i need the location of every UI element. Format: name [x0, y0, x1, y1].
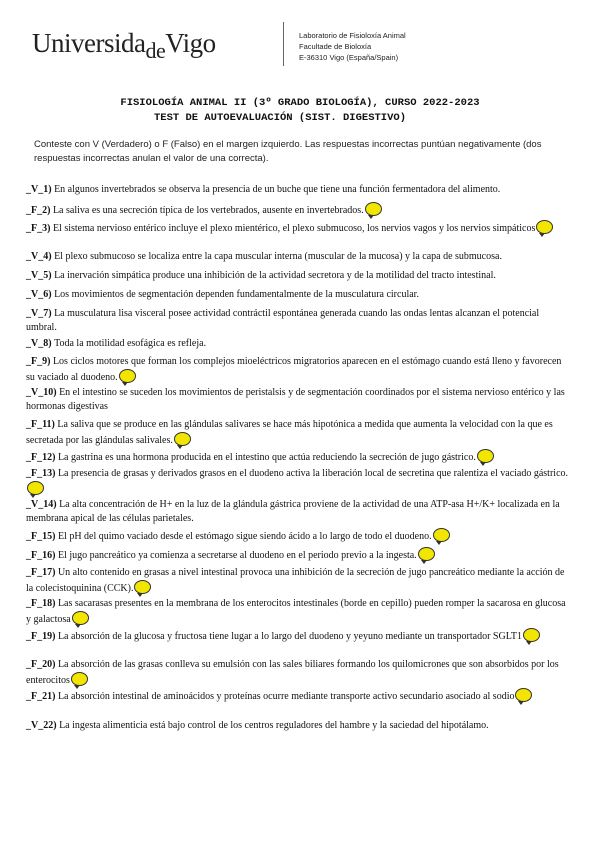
question-item	[26, 418, 572, 448]
answer-mark: _F_19)	[26, 631, 58, 642]
answer-mark: _F_13)	[26, 468, 58, 479]
answer-mark: _F_18)	[26, 598, 58, 609]
comment-icon[interactable]	[433, 528, 450, 542]
question-text: La gastrina es una hormona producida en el intestino que actúa reduciendo la secreción de jugo gástrico.	[57, 452, 476, 463]
question-item	[26, 597, 572, 627]
answer-mark: _F_9)	[26, 356, 53, 367]
question-item	[26, 498, 572, 526]
question-text: La ingesta alimenticia está bajo control de los centros reguladores del hambre y la saciedad del hipotálamo.	[59, 720, 489, 731]
answer-mark: _V_7)	[26, 308, 55, 319]
answer-mark: _V_10)	[26, 387, 60, 398]
lab-line: Laboratorio de Fisioloxía Animal	[299, 31, 406, 40]
question-item	[26, 307, 572, 335]
comment-icon[interactable]	[536, 220, 553, 234]
answer-mark: _V_6)	[26, 289, 55, 300]
question-text: El plexo submucoso se localiza entre la capa muscular interna (muscular de la mucosa) y la capa de submucosa.	[54, 251, 502, 262]
comment-icon[interactable]	[119, 369, 136, 383]
question-text: Un alto contenido en grasas a nivel intestinal provoca una inhibición de la secreción de jugo pancreático mediante la acción de la colecistoquinina (CCK).	[26, 567, 565, 594]
question-item	[26, 719, 572, 733]
question-text: Los ciclos motores que forman los complejos mioeléctricos migratorios aparecen en el estómago cuando está lleno y favorecen su vaciado al duodeno.	[26, 356, 562, 383]
page-header	[0, 0, 600, 80]
comment-icon[interactable]	[27, 481, 44, 495]
answer-mark: _F_21)	[26, 691, 58, 702]
question-item	[26, 269, 572, 283]
course-title: FISIOLOGÍA ANIMAL II (3º GRADO BIOLOGÍA), CURSO 2022-2023	[120, 97, 480, 109]
question-item	[26, 183, 572, 197]
answer-mark: _F_20)	[26, 659, 58, 670]
comment-icon[interactable]	[523, 628, 540, 642]
lab-address	[299, 30, 406, 63]
question-text: La presencia de grasas y derivados grasos en el duodeno activa la liberación local de secretina que ralentiza el vaciado gástrico.	[57, 468, 569, 479]
question-item	[26, 220, 572, 236]
answer-mark: _F_2)	[26, 205, 53, 216]
question-item	[26, 547, 572, 563]
question-text: La absorción de las grasas conlleva su emulsión con las sales biliares formando los quilomicrones que son absorbidos por los enterocitos	[26, 659, 559, 686]
university-logo	[32, 28, 216, 63]
header-divider	[283, 22, 284, 66]
answer-mark: _F_11)	[26, 419, 58, 430]
question-item	[26, 202, 572, 218]
comment-icon[interactable]	[365, 202, 382, 216]
question-text: La absorción intestinal de aminoácidos y proteínas ocurre mediante transporte activo secundario asociado al sodio	[57, 691, 515, 702]
question-item	[26, 528, 572, 544]
answer-mark: _F_12)	[26, 452, 58, 463]
answer-mark: _V_8)	[26, 338, 55, 349]
test-title: TEST DE AUTOEVALUACIÓN (SIST. DIGESTIVO)	[153, 112, 407, 124]
comment-icon[interactable]	[71, 672, 88, 686]
answer-mark: _F_15)	[26, 531, 58, 542]
logo-text-end: Vigo	[165, 28, 216, 58]
question-item	[26, 628, 572, 644]
question-text: El sistema nervioso entérico incluye el plexo mientérico, el plexo submucoso, los nervios vagos y los nervios simpáticos	[52, 223, 536, 234]
logo-text-de: de	[145, 38, 166, 63]
question-item	[26, 688, 572, 704]
instructions: Conteste con V (Verdadero) o F (Falso) en el margen izquierdo. Las respuestas incorrectas puntúan negativamente (dos respuestas incorrectas anulan el valor de una correcta).	[34, 139, 542, 164]
question-text: Las sacarasas presentes en la membrana de los enterocitos intestinales (borde en cepillo) pueden romper la sacarosa en glucosa y galactosa	[26, 598, 566, 625]
question-item	[26, 566, 572, 596]
question-text: Toda la motilidad esofágica es refleja.	[54, 338, 207, 349]
question-text: En el intestino se suceden los movimientos de peristalsis y de segmentación coordinados por el sistema nervioso entérico y las hormonas digestivas	[26, 387, 565, 412]
answer-mark: _F_16)	[26, 550, 58, 561]
answer-mark: _V_4)	[26, 251, 55, 262]
question-text: En algunos invertebrados se observa la presencia de un buche que tiene una función fermentadora del alimento.	[54, 184, 501, 195]
question-item	[26, 337, 572, 351]
answer-mark: _V_14)	[26, 499, 60, 510]
question-item	[26, 467, 572, 497]
question-item	[26, 288, 572, 302]
comment-icon[interactable]	[72, 611, 89, 625]
question-text: El pH del quimo vaciado desde el estómago sigue siendo ácido a lo largo de todo el duodeno.	[57, 531, 432, 542]
question-item	[26, 658, 572, 688]
answer-mark: _F_17)	[26, 567, 58, 578]
question-text: La absorción de la glucosa y fructosa tiene lugar a lo largo del duodeno y yeyuno mediante un transportador SGLT1	[57, 631, 522, 642]
comment-icon[interactable]	[134, 580, 151, 594]
question-text: El jugo pancreático ya comienza a secretarse al duodeno en el periodo previo a la ingesta.	[57, 550, 417, 561]
question-text: La saliva que se produce en las glándulas salivares se hace más hipotónica a medida que aumenta la velocidad con la que es secretada por las glándulas salivales.	[26, 419, 553, 446]
answer-mark: _V_1)	[26, 184, 55, 195]
question-item	[26, 386, 572, 414]
comment-icon[interactable]	[418, 547, 435, 561]
question-item	[26, 355, 572, 385]
question-text: Los movimientos de segmentación dependen fundamentalmente de la musculatura circular.	[54, 289, 419, 300]
question-item	[26, 250, 572, 264]
answer-mark: _F_3)	[26, 223, 53, 234]
comment-icon[interactable]	[174, 432, 191, 446]
comment-icon[interactable]	[515, 688, 532, 702]
question-text: La alta concentración de H+ en la luz de la glándula gástrica proviene de la actividad de una ATP-asa H+/K+ localizada en la membrana apical de las células parietales.	[26, 499, 560, 524]
answer-mark: _V_22)	[26, 720, 60, 731]
logo-text-main: Universida	[32, 28, 146, 58]
question-item	[26, 449, 572, 465]
question-text: La inervación simpática produce una inhibición de la actividad secretora y de la motilidad del tracto intestinal.	[54, 270, 496, 281]
question-text: La saliva es una secreción típica de los vertebrados, ausente en invertebrados.	[52, 205, 364, 216]
question-text: La musculatura lisa visceral posee actividad contráctil espontánea generada cuando las ondas lentas alcanzan el potencial umbral.	[26, 308, 540, 333]
lab-line: Facultade de Bioloxía	[299, 42, 372, 51]
comment-icon[interactable]	[477, 449, 494, 463]
answer-mark: _V_5)	[26, 270, 55, 281]
lab-line: E-36310 Vigo (España/Spain)	[299, 53, 399, 62]
